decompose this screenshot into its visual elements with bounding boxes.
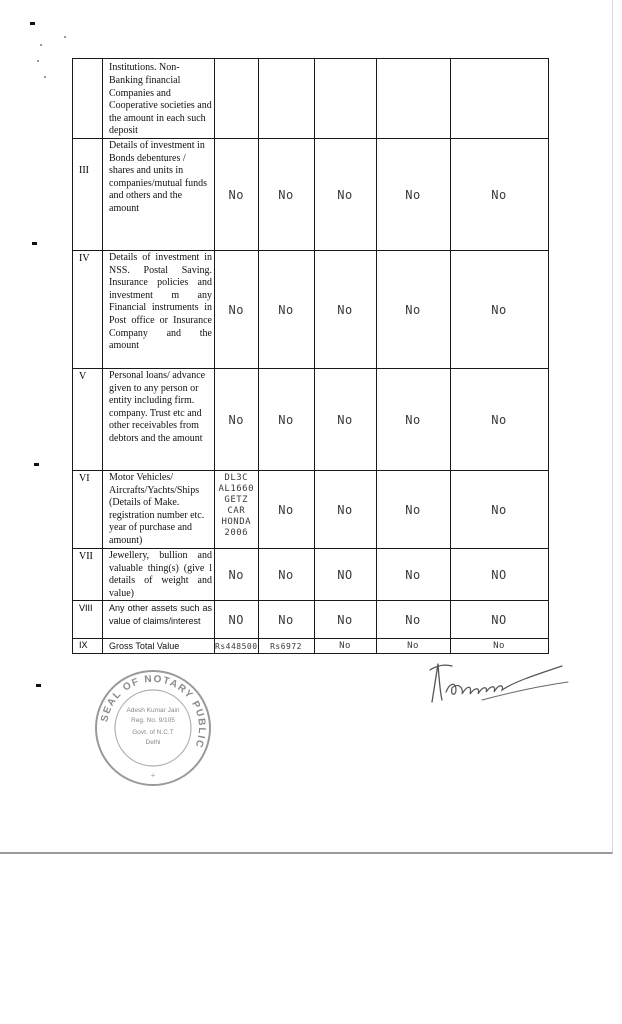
signature-stroke [430,664,452,702]
margin-mark [36,684,41,687]
seal-star-icon: + [150,771,156,780]
row-number [73,59,103,139]
value-cell: No [258,549,314,601]
table-row [73,369,549,471]
row-number: VII [73,549,103,601]
seal-registration: Reg. No. 9/105 [131,717,175,724]
value-cell [258,59,314,139]
value-cell: No [314,139,376,251]
table-row [73,549,549,601]
value-cell [215,59,259,139]
gross-total-value-cell: Rs6972 [258,639,314,654]
value-cell: No [258,139,314,251]
value-cell: No [258,369,314,471]
value-cell: No [376,139,450,251]
seal-city: Delhi [145,739,161,746]
table-row [73,601,549,639]
row-number: IX [73,639,103,654]
row-number: V [73,369,103,471]
value-cell [314,59,376,139]
margin-mark [34,463,39,466]
row-description: Personal loans/ advance given to any person or entity including firm. company. Trust etc and other receivables from debtors and the amount [103,369,215,471]
row-description: Gross Total Value [103,639,215,654]
row-number: IV [73,251,103,369]
seal-inner-ring [115,690,191,766]
value-cell: No [314,601,376,639]
value-cell: No [376,251,450,369]
signature-stroke [446,666,562,694]
row-description: Any other assets such as value of claims/interest [103,601,215,639]
value-cell: No [314,369,376,471]
value-cell: No [450,139,548,251]
value-cell: NO [215,601,259,639]
value-cell: No [258,251,314,369]
gross-total-value-cell: No [314,639,376,654]
row-number: VIII [73,601,103,639]
table-row [73,251,549,369]
value-cell [376,59,450,139]
row-description: Details of investment in NSS. Postal Saving. Insurance policies and investment m any Financial instruments in Post office or Insurance Company and the amount [103,251,215,369]
margin-mark [32,242,37,245]
value-cell: No [314,471,376,549]
scan-speck [37,60,39,62]
seal-outer-ring [96,671,210,785]
value-cell: No [450,369,548,471]
value-cell: No [314,251,376,369]
value-cell: No [215,369,259,471]
value-cell: NO [450,549,548,601]
value-cell: No [258,471,314,549]
seal-government: Govt. of N.C.T [132,729,174,736]
signature [422,652,572,712]
table-row [73,471,549,549]
scan-speck [64,36,66,38]
value-cell: No [450,471,548,549]
vehicle-details-cell: DL3C AL1660 GETZ CAR HONDA 2006 [215,471,259,549]
table-row [73,59,549,139]
value-cell: No [215,251,259,369]
row-description: Motor Vehicles/ Aircrafts/Yachts/Ships (Details of Make. registration number etc. year of purchase and amount) [103,471,215,549]
row-description: Jewellery, bullion and valuable thing(s) (give l details of weight and value) [103,549,215,601]
gross-total-value-cell: Rs448500 [215,639,259,654]
assets-table [72,58,549,654]
scan-speck [44,76,46,78]
gross-total-value-cell: No [450,639,548,654]
value-cell: No [215,139,259,251]
value-cell: No [258,601,314,639]
value-cell: No [376,601,450,639]
value-cell: No [376,471,450,549]
notary-seal-stamp [93,668,213,788]
value-cell: NO [450,601,548,639]
scan-speck [40,44,42,46]
value-cell: No [450,251,548,369]
row-description: Details of investment in Bonds debentures / shares and units in companies/mutual funds and others and the amount [103,139,215,251]
gross-total-value-cell: No [376,639,450,654]
value-cell [450,59,548,139]
seal-ring-text: SEAL OF NOTARY PUBLIC [99,673,208,751]
row-description: Institutions. Non-Banking financial Companies and Cooperative societies and the amount in each such deposit [103,59,215,139]
value-cell: No [376,549,450,601]
margin-mark [30,22,35,25]
value-cell: NO [314,549,376,601]
value-cell: No [215,549,259,601]
row-number: III [73,139,103,251]
row-number: VI [73,471,103,549]
table-row [73,139,549,251]
value-cell: No [376,369,450,471]
seal-name: Adesh Kumar Jain [126,707,180,714]
